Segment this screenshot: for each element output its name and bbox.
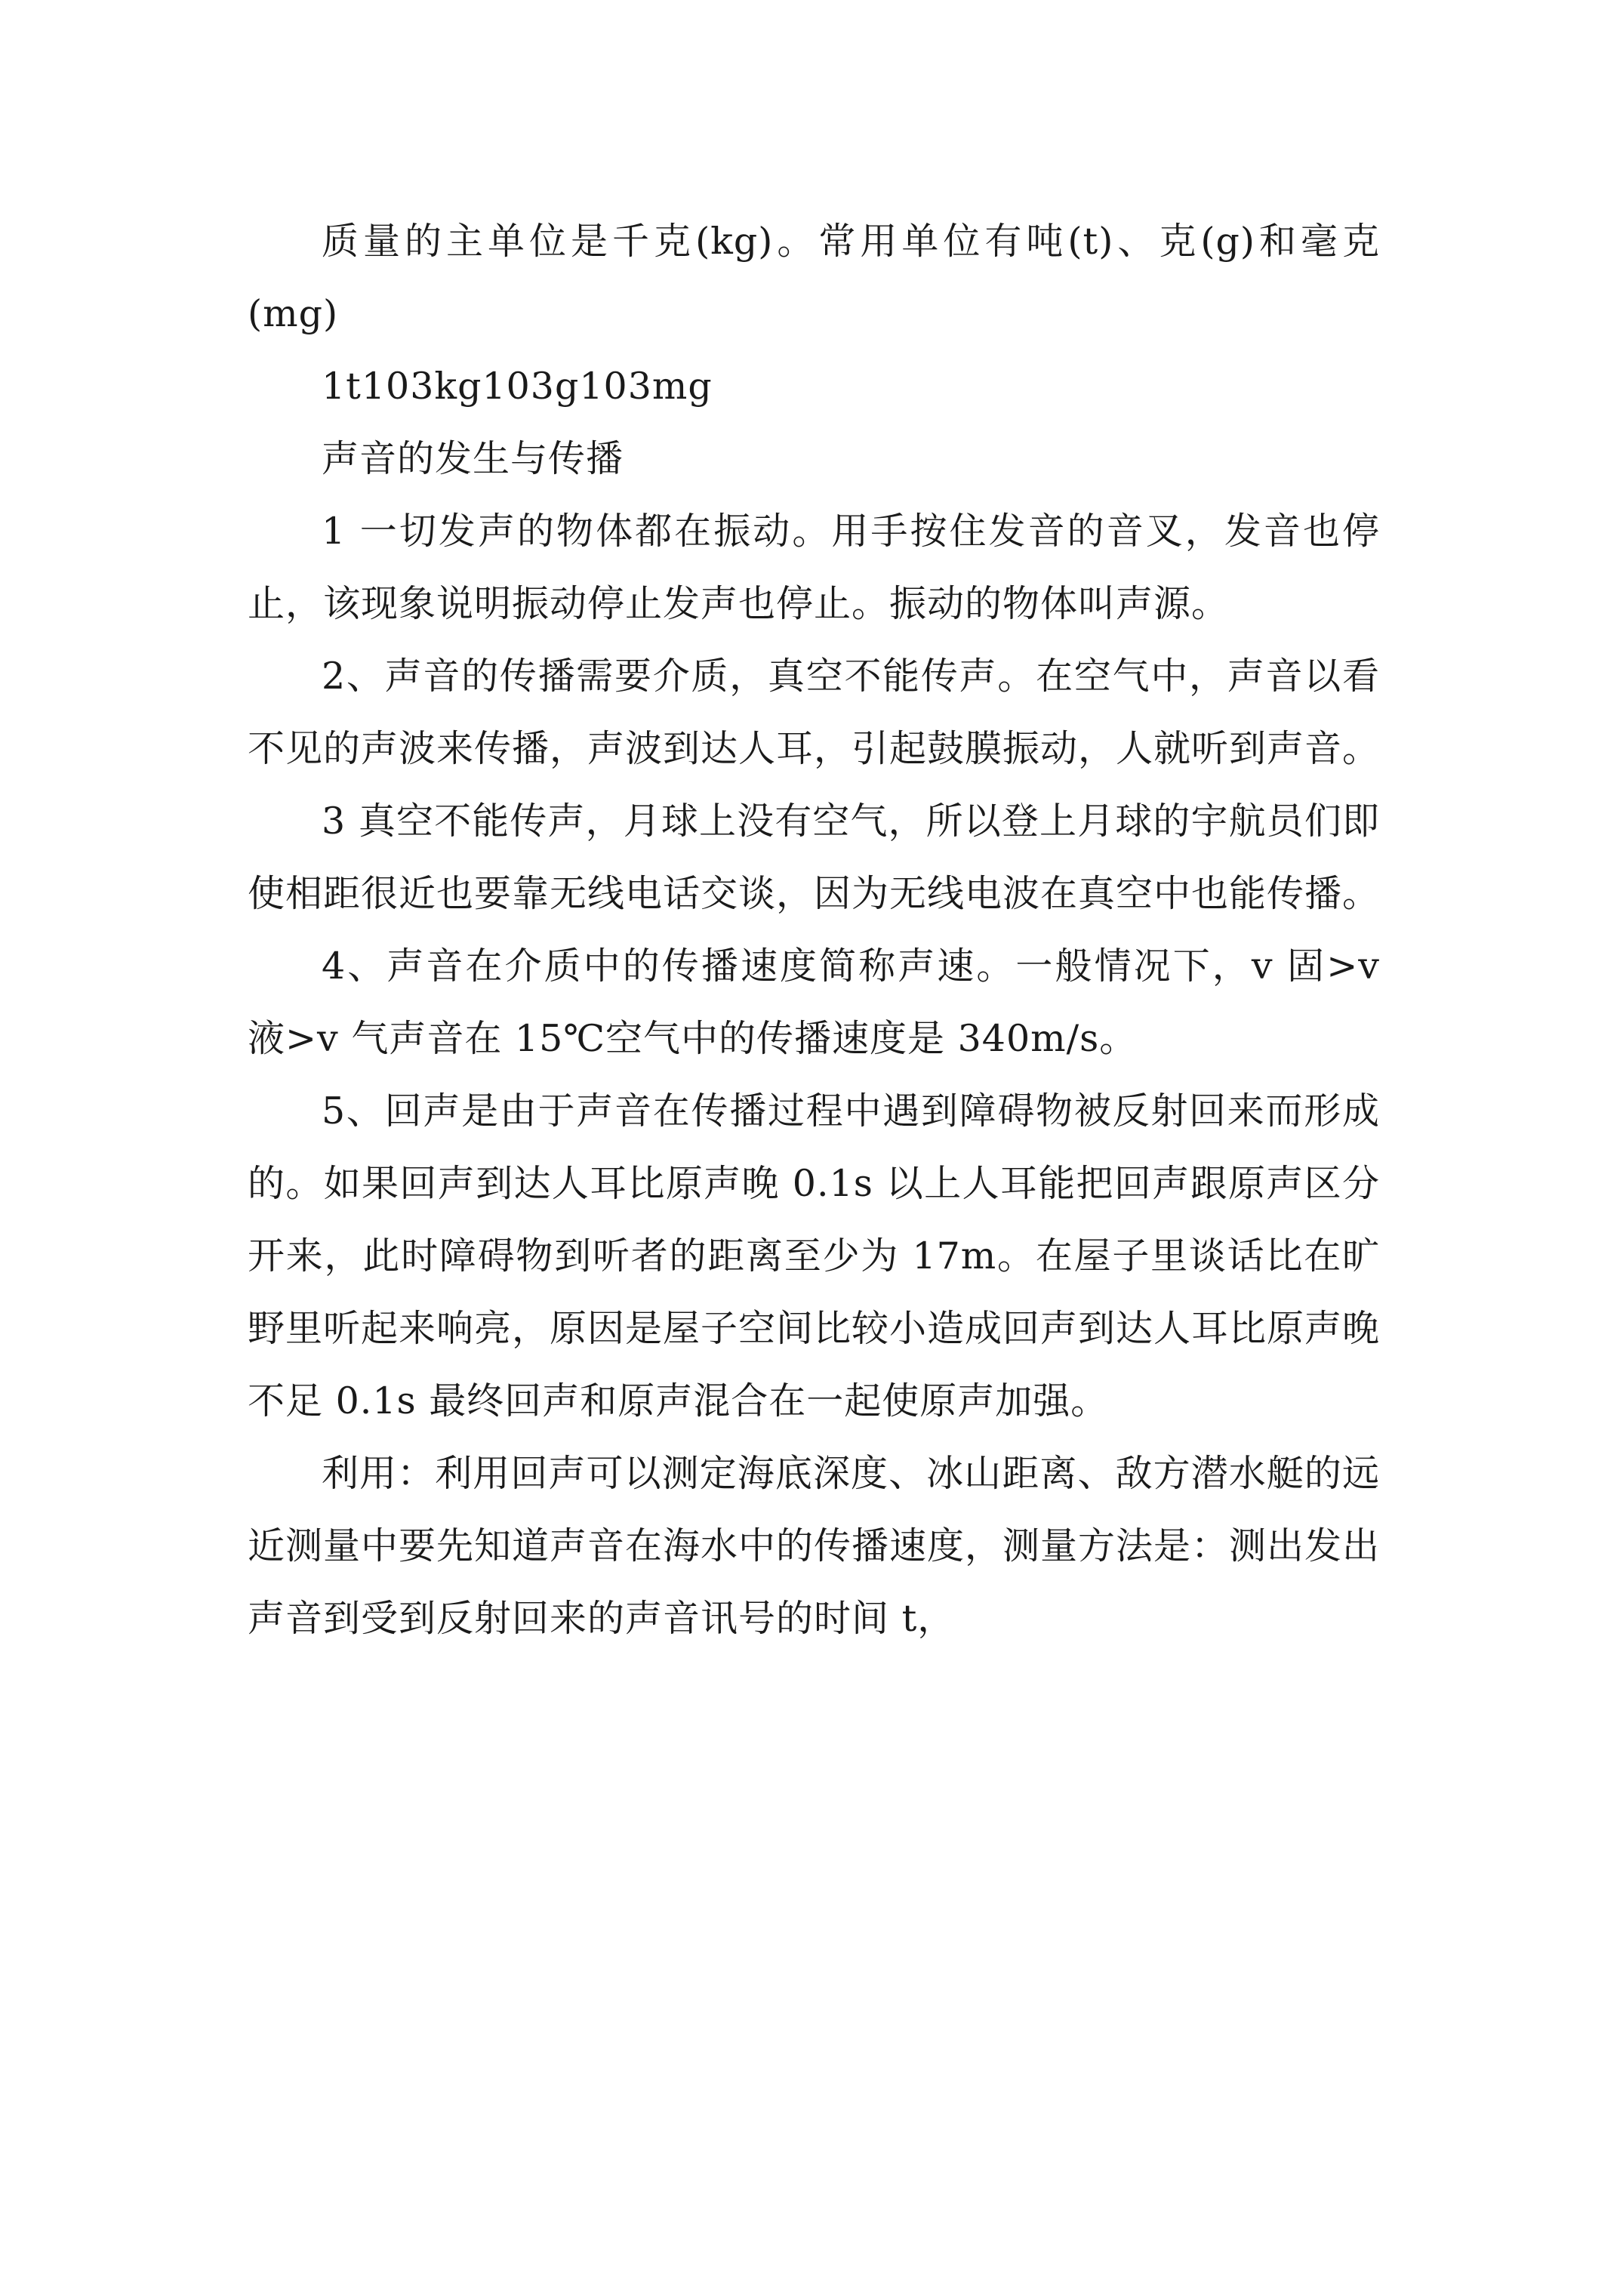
paragraph-unit-conversion: 1t103kg103g103mg	[322, 365, 713, 408]
section-heading-sound: 声音的发生与传播	[322, 437, 624, 480]
paragraph-point-2: 2、声音的传播需要介质，真空不能传声。在空气中，声音以看不见的声波来传播，声波到达人耳，引起鼓膜振动，人就听到声音。	[248, 655, 1381, 770]
document-body	[248, 205, 1380, 1655]
paragraph-application: 利用：利用回声可以测定海底深度、冰山距离、敌方潜水艇的远近测量中要先知道声音在海水中的传播速度，测量方法是：测出发出声音到受到反射回来的声音讯号的时间 t，	[248, 1452, 1381, 1640]
paragraph-point-1: 1 一切发声的物体都在振动。用手按住发音的音叉，发音也停止，该现象说明振动停止发声也停止。振动的物体叫声源。	[248, 510, 1380, 625]
paragraph-mass-units: 质量的主单位是千克(kg)。常用单位有吨(t)、克(g)和毫克(mg)	[248, 220, 1380, 335]
paragraph-point-5: 5、回声是由于声音在传播过程中遇到障碍物被反射回来而形成的。如果回声到达人耳比原声晚 0.1s 以上人耳能把回声跟原声区分开来，此时障碍物到听者的距离至少为 17m。在屋子里谈话比在旷野里听起来响亮，原因是屋子空间比较小造成回声到达人耳比原声晚不足 0.1s 最终回声和原声混合在一起使原声加强。	[248, 1089, 1381, 1422]
paragraph-point-4: 4、声音在介质中的传播速度简称声速。一般情况下，v 固>v 液>v 气声音在 15℃空气中的传播速度是 340m/s。	[248, 945, 1380, 1060]
paragraph-point-3: 3 真空不能传声，月球上没有空气，所以登上月球的宇航员们即使相距很近也要靠无线电话交谈，因为无线电波在真空中也能传播。	[248, 800, 1381, 915]
